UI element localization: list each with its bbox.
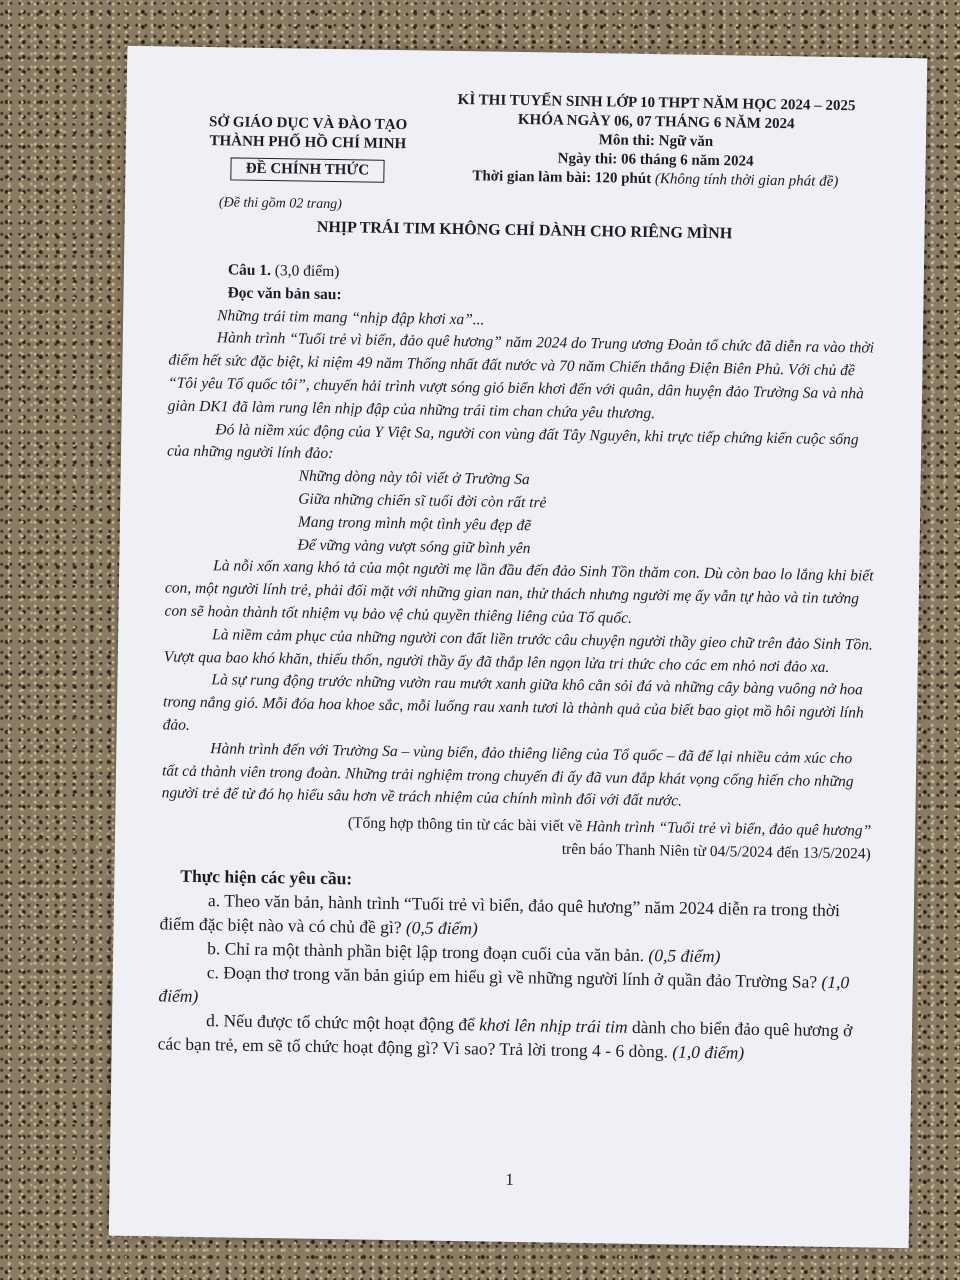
source-publication: trên báo Thanh Niên từ 04/5/2024 đến 13/5/2024) (561, 840, 871, 863)
passage-paragraph: Hành trình “Tuổi trẻ vì biển, đảo quê hương” năm 2024 do Trung ương Đoàn tổ chức đã diễn ra vào thời điểm hết sức đặc biệt, kỉ niệm 49 năm Thống nhất đất nước và 70 năm Chiến thắng Điện Biên Phủ. Với chủ đề “Tôi yêu Tổ quốc tôi”, chuyến hải trình vượt sóng gió biển khơi đến với quân, dân huyện đảo Trường Sa và nhà giàn DK1 đã làm rung lên nhịp đập của những trái tim chan chứa yêu thương. (167, 329, 875, 422)
exam-duration-note: (Không tính thời gian phát đề) (654, 171, 839, 190)
exam-date: Ngày thi: 06 tháng 6 năm 2024 (557, 150, 754, 170)
exam-session: KHÓA NGÀY 06, 07 THÁNG 6 NĂM 2024 (517, 111, 795, 133)
passage-paragraph: Là niềm cảm phục của những người con đất liền trước câu chuyện người thầy gieo chữ trên đảo Sinh Tồn. Vượt qua bao khó khăn, thiếu thốn, người thầy ấy đã thắp lên ngọn lửa tri thức cho các em nhỏ nơi đảo xa. (163, 625, 873, 676)
passage-paragraph: Là nỗi xốn xang khó tả của một người mẹ lần đầu đến đảo Sinh Tồn thăm con. Dù còn bao lo lắng khi biết con, một người lính trẻ, phải đối mặt với những gian nan, thử thách nhưng người mẹ ấy vẫn tự hào và tin tưởng con sẽ hoàn thành tốt nhiệm vụ bảo vệ chủ quyền thiêng liêng của Tổ quốc. (164, 557, 874, 627)
poem-line: Những dòng này tôi viết ở Trường Sa (298, 467, 530, 489)
page-count-note: (Đề thi gồm 02 trang) (218, 195, 342, 213)
official-exam-box: ĐỀ CHÍNH THỨC (231, 157, 385, 182)
poem-line: Giữa những chiến sĩ tuổi đời còn rất trẻ (298, 490, 547, 512)
passage-paragraph: Là sự rung động trước những vườn rau mướt xanh giữa khô cằn sỏi đá và những cây bàng vuông nở hoa trong nắng gió. Mỗi đóa hoa khoe sắc, mỗi luống rau xanh tươi là thành quả của biết bao giọt mồ hôi người lính đảo. (162, 671, 864, 734)
read-instruction: Đọc văn bản sau: (227, 284, 342, 303)
source-prefix: (Tổng hợp thông tin từ các bài viết về (347, 814, 587, 836)
source-title: Hành trình “Tuổi trẻ vì biển, đảo quê hương” (586, 818, 872, 840)
requirements (158, 863, 871, 1066)
requirement-d-emphasis: khơi lên nhịp trái tim (479, 1014, 628, 1037)
passage-paragraph: Những trái tim mang “nhịp đập khơi xa”... (217, 306, 485, 329)
passage-title: NHỊP TRÁI TIM KHÔNG CHỈ DÀNH CHO RIÊNG MÌNH (316, 218, 733, 243)
question-1-label: Câu 1. (227, 261, 272, 280)
requirements-title: Thực hiện các yêu cầu: (180, 865, 353, 889)
requirement-a-text: a. Theo văn bản, hành trình “Tuổi trẻ vì biển, đảo quê hương” năm 2024 diễn ra trong thời điểm đặc biệt nào và có chủ đề gì? (159, 889, 841, 937)
requirement-d (158, 1007, 869, 1066)
question-1-points: (3,0 điểm) (274, 262, 340, 281)
exam-name: KÌ THI TUYỂN SINH LỚP 10 THPT NĂM HỌC 2024 – 2025 (457, 91, 856, 115)
exam-paper (109, 46, 928, 1248)
header-right (415, 90, 896, 193)
exam-body (158, 258, 880, 1066)
department-line-2: THÀNH PHỐ HỒ CHÍ MINH (209, 133, 407, 153)
requirement-b-points: (0,5 điểm) (648, 944, 721, 966)
passage-paragraph: Hành trình đến với Trường Sa – vùng biển, đảo thiêng liêng của Tổ quốc – đã để lại nhiều cảm xúc cho tất cả thành viên trong đoàn. Những trải nghiệm trong chuyến đi ấy đã vun đắp khát vọng cống hiến cho những người trẻ để từ đó họ hiểu sâu hơn về trách nhiệm của chính mình đối với đất nước. (161, 739, 854, 810)
requirement-b-text: b. Chỉ ra một thành phần biệt lập trong đoạn cuối của văn bản. (207, 937, 645, 965)
exam-subject: Môn thi: Ngữ văn (598, 132, 714, 151)
requirement-d-text-1: d. Nếu được tổ chức một hoạt động để (205, 1009, 480, 1035)
requirement-a-points: (0,5 điểm) (405, 916, 479, 939)
requirement-d-points: (1,0 điểm) (672, 1041, 745, 1063)
department-line-1: SỞ GIÁO DỤC VÀ ĐÀO TẠO (208, 114, 408, 134)
requirement-d-text-2: dành cho biển đảo quê hương ở các bạn trẻ, em sẽ tổ chức hoạt động gì? Vì sao? Trả lời trong 4 - 6 dòng. (157, 1016, 853, 1062)
passage-paragraph: Đó là niềm xúc động của Y Việt Sa, người con vùng đất Tây Nguyên, khi trực tiếp chứng kiến cuộc sống của những người lính đảo: (166, 420, 859, 463)
requirement-c-points: (1,0 điểm) (158, 971, 850, 1006)
poem-line: Để vững vàng vượt sóng giữ bình yên (297, 536, 531, 557)
exam-duration-value: Thời gian làm bài: 120 phút (472, 168, 652, 188)
poem-line: Mang trong mình một tình yêu đẹp đẽ (297, 513, 532, 534)
page-number: 1 (505, 1169, 515, 1189)
header-left (187, 113, 428, 184)
requirement-c-text: c. Đoạn thơ trong văn bản giúp em hiểu gì về những người lính ở quần đảo Trường Sa? (206, 961, 818, 992)
